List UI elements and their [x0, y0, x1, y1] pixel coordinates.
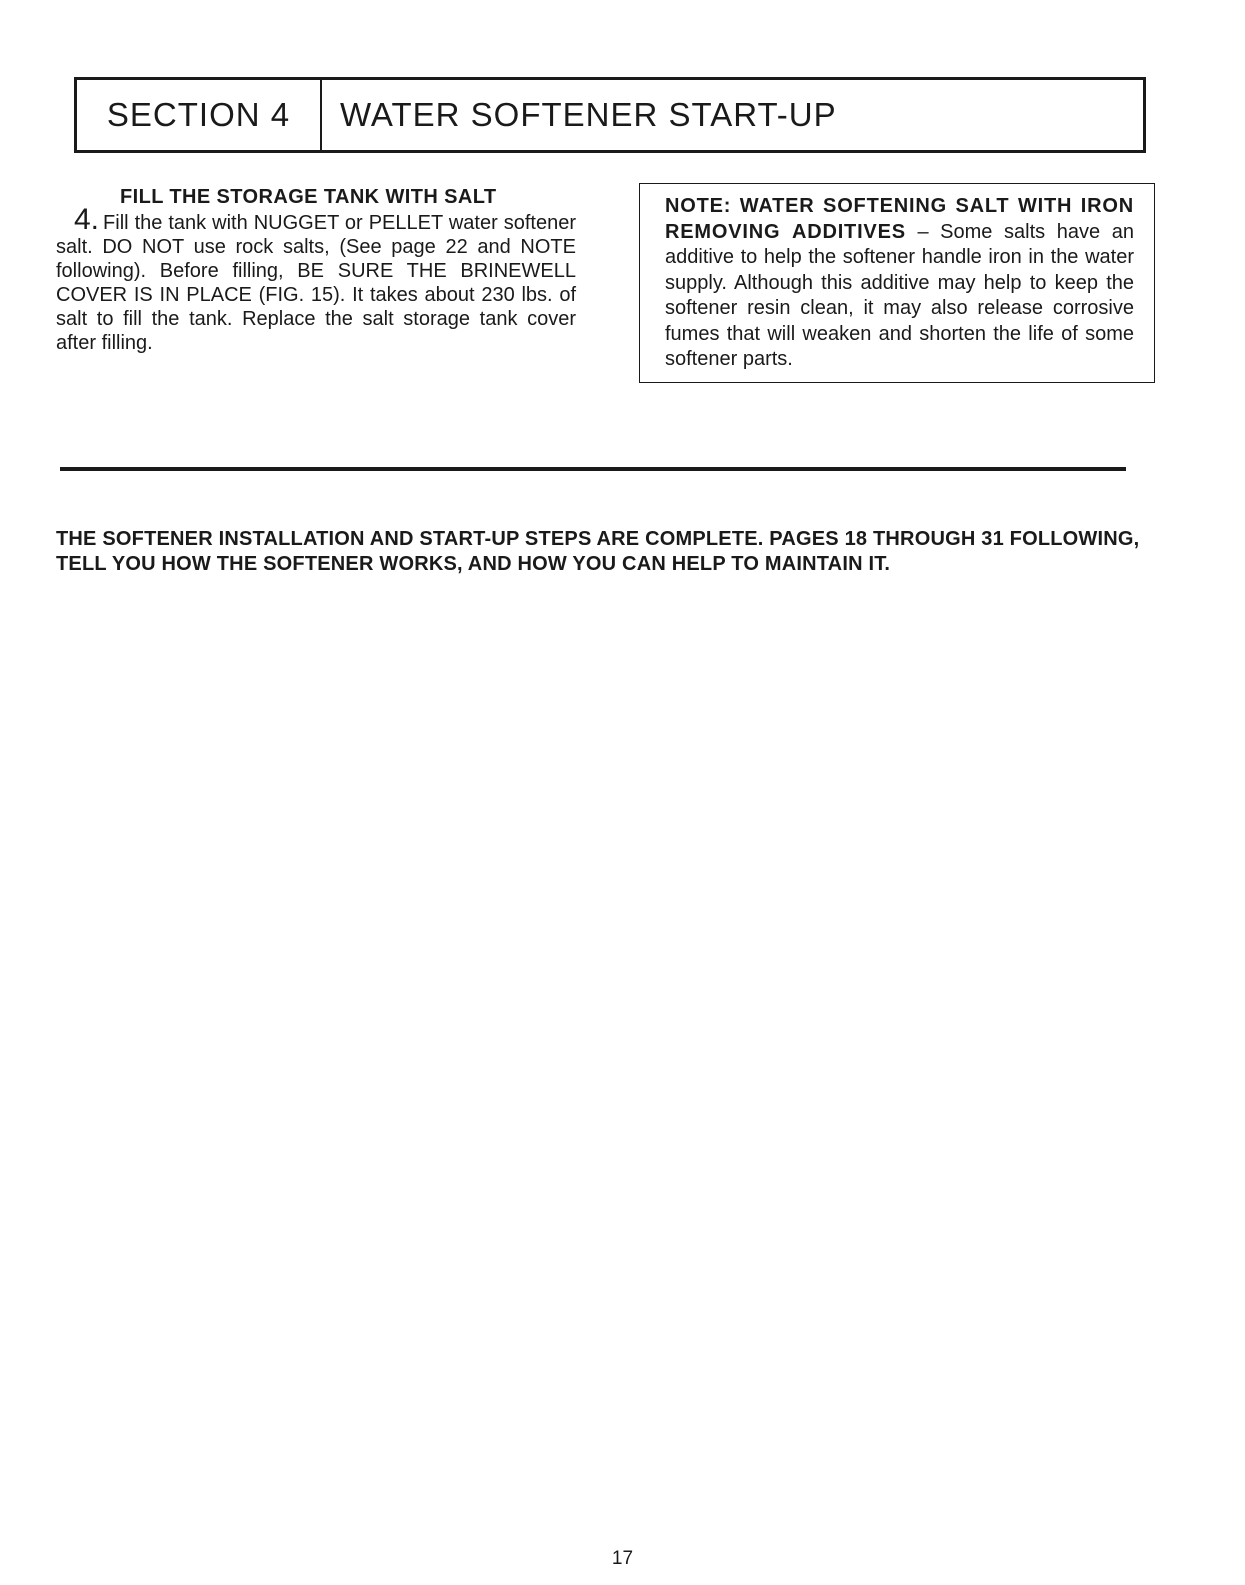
- step-body-text: Fill the tank with NUGGET or PELLET water softener salt. DO NOT use rock salts, (See page 22 and NOTE following). Before filling, BE SURE THE BRINEWELL COVER IS IN PLACE (FIG. 15). It takes about 230 lbs. of salt to fill the tank. Replace the salt storage tank cover after filling.: [56, 212, 576, 354]
- step-body-paragraph: [56, 203, 576, 355]
- completion-notice: THE SOFTENER INSTALLATION AND START-UP STEPS ARE COMPLETE. PAGES 18 THROUGH 31 FOLLOWING, TELL YOU HOW THE SOFTENER WORKS, AND HOW YOU CAN HELP TO MAINTAIN IT.: [56, 528, 1140, 575]
- step-heading: FILL THE STORAGE TANK WITH SALT: [120, 186, 497, 208]
- section-title: WATER SOFTENER START-UP: [340, 96, 837, 133]
- step-fill-storage-tank: [56, 185, 576, 355]
- note-box: [639, 183, 1155, 383]
- note-body: – Some salts have an additive to help the softener handle iron in the water supply. Although this additive may help to keep the softener resin clean, it may also release corrosive fumes that will weaken and shorten the life of some softener parts.: [665, 220, 1134, 370]
- step-number: 4.: [74, 203, 100, 236]
- section-header: [74, 77, 1146, 153]
- page-number: 17: [611, 1548, 634, 1569]
- section-label: SECTION 4: [77, 80, 322, 150]
- note-heading: NOTE: WATER SOFTENING SALT WITH IRON REMOVING ADDITIVES: [665, 195, 1134, 243]
- horizontal-divider: [60, 467, 1126, 471]
